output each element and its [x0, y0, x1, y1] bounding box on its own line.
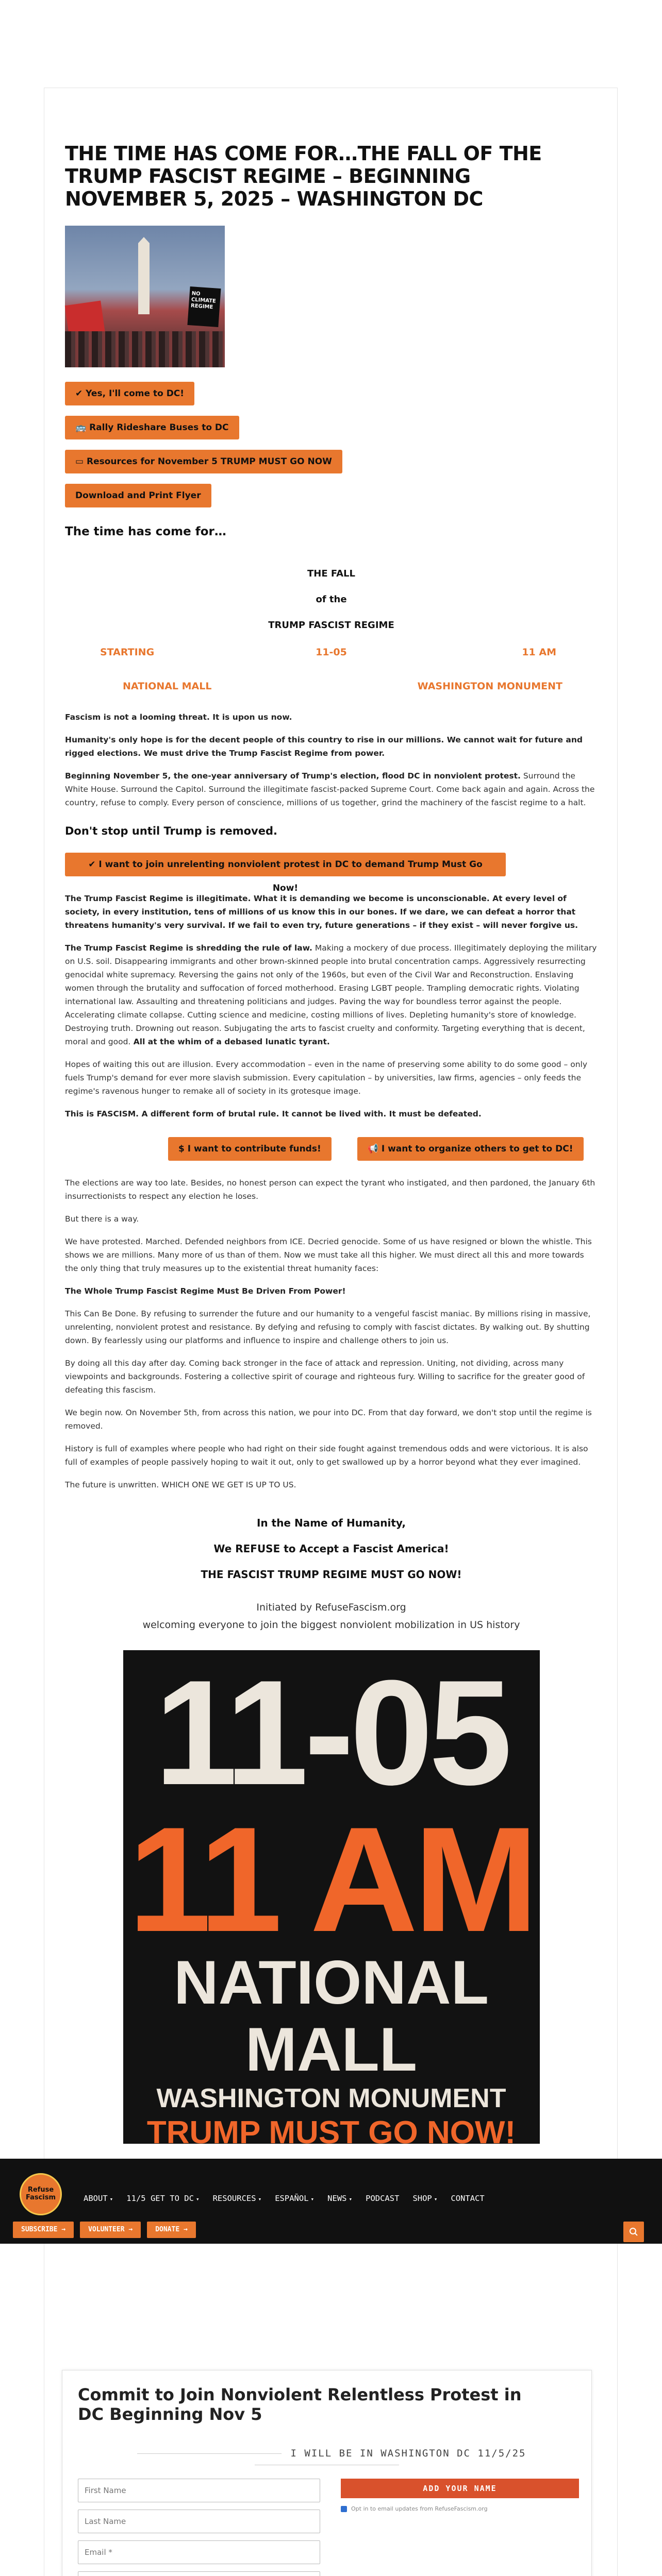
chevron-down-icon: ▾	[109, 2196, 113, 2202]
nav-item-news[interactable]	[327, 2194, 352, 2203]
schedule-time: 11 AM	[522, 647, 556, 658]
paragraph-3-bold: Beginning November 5, the one-year anniversary of Trump's election, flood DC in nonviolent protest.	[65, 771, 521, 781]
phone-input[interactable]	[78, 2571, 320, 2576]
chevron-down-icon: ▾	[258, 2196, 262, 2202]
nav-item-get-to-dc[interactable]	[126, 2194, 199, 2203]
contribute-funds-button[interactable]	[168, 1137, 332, 1161]
nav-shop-label: SHOP	[412, 2194, 432, 2203]
bus-icon: 🚌	[75, 422, 90, 433]
paragraph-4-text: The Trump Fascist Regime is illegitimate. What it is demanding we become is unconscionable. At every level of society, in every institution, tens of millions of us know this in our bones. If we dare, we can defeat a horror that threatens humanity's very survival. If we fail to even try, future generations – if they exist – will never forgive us.	[65, 894, 578, 930]
chevron-down-icon: ▾	[349, 2196, 353, 2202]
nav-about-label: ABOUT	[84, 2194, 108, 2203]
main-nav	[84, 2194, 485, 2203]
paragraph-9: But there is a way.	[65, 1214, 139, 1224]
come-to-dc-label: Yes, I'll come to DC!	[86, 388, 185, 399]
initiated-line-2: welcoming everyone to join the biggest nonviolent mobilization in US history	[142, 1619, 520, 1631]
form-subtitle: I WILL BE IN WASHINGTON DC 11/5/25	[62, 2448, 591, 2470]
paragraph-3-text: Surround the White House. Surround the Capitol. Surround the illegitimate fascist-packed Supreme Court. Come back again and again. Across the country, refuse to comply. Every person of conscience, millions of us together, grind the machinery of the fascist regime to a halt.	[65, 771, 595, 807]
paragraph-2-text: Humanity's only hope is for the decent people of this country to rise in our millions. We cannot wait for future and rigged elections. We must drive the Trump Fascist Regime from power.	[65, 735, 583, 758]
search-button[interactable]	[623, 2222, 644, 2242]
cta-row	[13, 2222, 196, 2238]
paragraph-11-text: The Whole Trump Fascist Regime Must Be Driven From Power!	[65, 1286, 346, 1296]
sign-text-2: CLIMATE	[191, 297, 217, 304]
download-flyer-button[interactable]: Download and Print Flyer	[65, 484, 211, 507]
email-input[interactable]	[78, 2540, 320, 2564]
chevron-down-icon: ▾	[434, 2196, 438, 2202]
nav-item-shop[interactable]	[412, 2194, 437, 2203]
paragraph-13: By doing all this day after day. Coming back stronger in the face of attack and repression. Uniting, not dividing, across many viewpoints and backgrounds. Fostering a collective spirit of courage and righteous fury. Willing to sacrifice for the greater good of defeating this fascism.	[65, 1359, 585, 1395]
paragraph-6: Hopes of waiting this out are illusion. Every accommodation – even in the name of preserving some ability to do some good – only fuels Trump's demand for ever more slavish submission. Every capitulation – by universities, law firms, agencies – only feeds the regime's ravenous hunger to remake all of society in its grotesque image.	[65, 1060, 588, 1096]
subscribe-button[interactable]: SUBSCRIBE →	[13, 2222, 74, 2238]
article-content	[65, 142, 598, 2150]
fall-line-2: of the	[316, 594, 347, 605]
paragraph-16: The future is unwritten. WHICH ONE WE GET IS UP TO US.	[65, 1480, 296, 1489]
schedule-starting: STARTING	[100, 647, 155, 658]
crowd-shape	[65, 331, 225, 367]
paragraph-1-text: Fascism is not a looming threat. It is upon us now.	[65, 713, 292, 722]
paragraph-5-bold: The Trump Fascist Regime is shredding the rule of law.	[65, 943, 312, 953]
page-title: THE TIME HAS COME FOR…THE FALL OF THE TRUMP FASCIST REGIME – BEGINNING NOVEMBER 5, 2025 – WASHINGTON DC	[65, 142, 542, 210]
email-optin-checkbox[interactable]	[341, 2506, 347, 2512]
paragraph-15: History is full of examples where people who had right on their side fought against tremendous odds and were victorious. It is also full of examples of people passively hoping to wait it out, only to get swallowed up by a horror beyond what they ever imagined.	[65, 1444, 588, 1467]
site-logo[interactable]: Refuse Fascism	[20, 2173, 62, 2215]
paragraph-12: This Can Be Done. By refusing to surrender the future and our humanity to a vengeful fascist maniac. By millions rising in massive, unrelenting, nonviolent protest and resistance. By defying and refusing to comply with fascist dictates. By walking out. By shutting down. By fearlessly using our platforms and influence to inspire and challenge others to join us.	[65, 1309, 591, 1345]
paragraph-11	[65, 1284, 598, 1298]
paragraph-10: We have protested. Marched. Defended neighbors from ICE. Decried genocide. Some of us have resigned or blown the whistle. This shows we are millions. Many more of us than of them. Now we must take all this higher. We must direct all this and more towards the only thing that truly measures up to the existential threat humanity faces:	[65, 1237, 592, 1273]
closing-line-3: THE FASCIST TRUMP REGIME MUST GO NOW!	[201, 1568, 462, 1581]
rideshare-buses-label: Rally Rideshare Buses to DC	[89, 422, 229, 433]
form-left-column	[78, 2479, 320, 2576]
add-your-name-button[interactable]: ADD YOUR NAME	[341, 2479, 579, 2498]
chevron-down-icon: ▾	[195, 2196, 200, 2202]
closing-block	[65, 1510, 598, 1587]
join-protest-button[interactable]	[65, 853, 506, 893]
paragraph-7	[65, 1107, 598, 1121]
document-icon: ▭	[75, 456, 87, 467]
resources-label: Resources for November 5 TRUMP MUST GO NOW	[86, 456, 332, 467]
site-header	[0, 2159, 662, 2244]
nav-news-label: NEWS	[327, 2194, 347, 2203]
dollar-icon: $	[178, 1144, 188, 1154]
paragraph-2	[65, 733, 598, 760]
time-has-come-heading: The time has come for…	[65, 525, 226, 538]
initiated-by	[65, 1599, 598, 1634]
nav-item-contact[interactable]: CONTACT	[451, 2194, 485, 2203]
paragraph-4	[65, 892, 598, 932]
email-optin-label: Opt in to email updates from RefuseFascism.org	[351, 2505, 488, 2512]
organize-others-button[interactable]	[357, 1137, 584, 1161]
paragraph-14: We begin now. On November 5th, from across this nation, we pour into DC. From that day forward, we don't stop until the regime is removed.	[65, 1408, 592, 1431]
form-title: Commit to Join Nonviolent Relentless Protest in DC Beginning Nov 5	[78, 2385, 522, 2424]
schedule-date: 11-05	[316, 647, 347, 658]
fall-line-1: THE FALL	[307, 568, 355, 579]
location-monument: WASHINGTON MONUMENT	[417, 681, 562, 692]
checkmark-icon: ✔	[75, 388, 86, 399]
paragraph-5-end: All at the whim of a debased lunatic tyrant.	[130, 1037, 330, 1046]
protest-sign-black	[187, 286, 221, 327]
sign-text-1: NO	[191, 291, 201, 297]
initiated-line-1: Initiated by RefuseFascism.org	[256, 1602, 406, 1613]
form-right-column	[341, 2479, 579, 2512]
poster-mall: NATIONAL MALL	[173, 1948, 489, 2084]
event-poster	[123, 1649, 540, 2150]
search-icon	[629, 2227, 638, 2236]
nav-get-to-dc-label: 11/5 GET TO DC	[126, 2194, 194, 2203]
location-mall: NATIONAL MALL	[123, 681, 212, 692]
poster-monument: WASHINGTON MONUMENT	[156, 2083, 506, 2113]
nav-item-resources[interactable]	[213, 2194, 262, 2203]
action-buttons	[65, 1137, 598, 1161]
megaphone-icon: 📢	[367, 1144, 382, 1154]
sign-text-3: REGIME	[190, 303, 213, 311]
poster-date: 11-05	[154, 1649, 508, 1816]
poster-time: 11 AM	[128, 1796, 535, 1963]
donate-button[interactable]: DONATE →	[147, 2222, 196, 2238]
closing-line-2: We REFUSE to Accept a Fascist America!	[213, 1543, 449, 1555]
first-name-input[interactable]	[78, 2479, 320, 2502]
fall-block	[65, 561, 598, 638]
nav-item-espanol[interactable]	[275, 2194, 314, 2203]
nav-resources-label: RESOURCES	[212, 2194, 256, 2203]
paragraph-5	[65, 941, 598, 1048]
paragraph-8: The elections are way too late. Besides, no honest person can expect the tyrant who instigated, and then pardoned, the January 6th insurrectionists to respect any election he loses.	[65, 1178, 595, 1201]
chevron-down-icon: ▾	[310, 2196, 315, 2202]
join-protest-label: I want to join unrelenting nonviolent protest in DC to demand Trump Must Go Now!	[98, 859, 483, 893]
checkmark-icon: ✔	[88, 859, 99, 870]
closing-line-1: In the Name of Humanity,	[256, 1517, 406, 1529]
contribute-funds-label: I want to contribute funds!	[187, 1144, 321, 1154]
schedule-row	[65, 647, 598, 658]
paragraph-1	[65, 710, 598, 724]
email-optin[interactable]	[341, 2505, 579, 2512]
washington-monument-shape	[138, 237, 150, 314]
volunteer-button[interactable]: VOLUNTEER →	[80, 2222, 141, 2238]
resources-button[interactable]	[65, 450, 342, 473]
rideshare-buses-button[interactable]	[65, 416, 239, 439]
hero-protest-photo	[65, 226, 225, 367]
come-to-dc-button[interactable]	[65, 382, 194, 405]
location-row	[65, 681, 598, 692]
nav-item-podcast[interactable]: PODCAST	[366, 2194, 400, 2203]
nav-espanol-label: ESPAÑOL	[275, 2194, 309, 2203]
fall-line-3: TRUMP FASCIST REGIME	[268, 620, 394, 631]
signup-form-card	[62, 2370, 592, 2576]
dont-stop-heading: Don't stop until Trump is removed.	[65, 825, 277, 837]
paragraph-7-text: This is FASCISM. A different form of brutal rule. It cannot be lived with. It must be defeated.	[65, 1109, 482, 1118]
paragraph-3	[65, 769, 598, 809]
nav-item-about[interactable]	[84, 2194, 113, 2203]
paragraph-5-text: Making a mockery of due process. Illegitimately deploying the military on U.S. soil. Disappearing immigrants and other brown-skinned people into brutal concentration camps. Aggressively resurrecting genocidal white supremacy. Reversing the gains not only of the 1960s, but even of the Civil War and Reconstruction. Enslaving women through the brutality and suffocation of forced motherhood. Erasing LGBT people. Trampling democratic rights. Violating international law. Assaulting and threatening politicians and judges. Paving the way for boundless terror against the people. Accelerating climate collapse. Cutting science and medicine, costing millions of lives. Depleting humanity's store of knowledge. Destroying truth. Drowning out reason. Subjugating the arts to fascist cruelty and conformity. Targeting everything that is decent, moral and good.	[65, 943, 597, 1046]
organize-others-label: I want to organize others to get to DC!	[381, 1144, 573, 1154]
last-name-input[interactable]	[78, 2510, 320, 2533]
poster-must-go: TRUMP MUST GO NOW!	[146, 2115, 516, 2150]
